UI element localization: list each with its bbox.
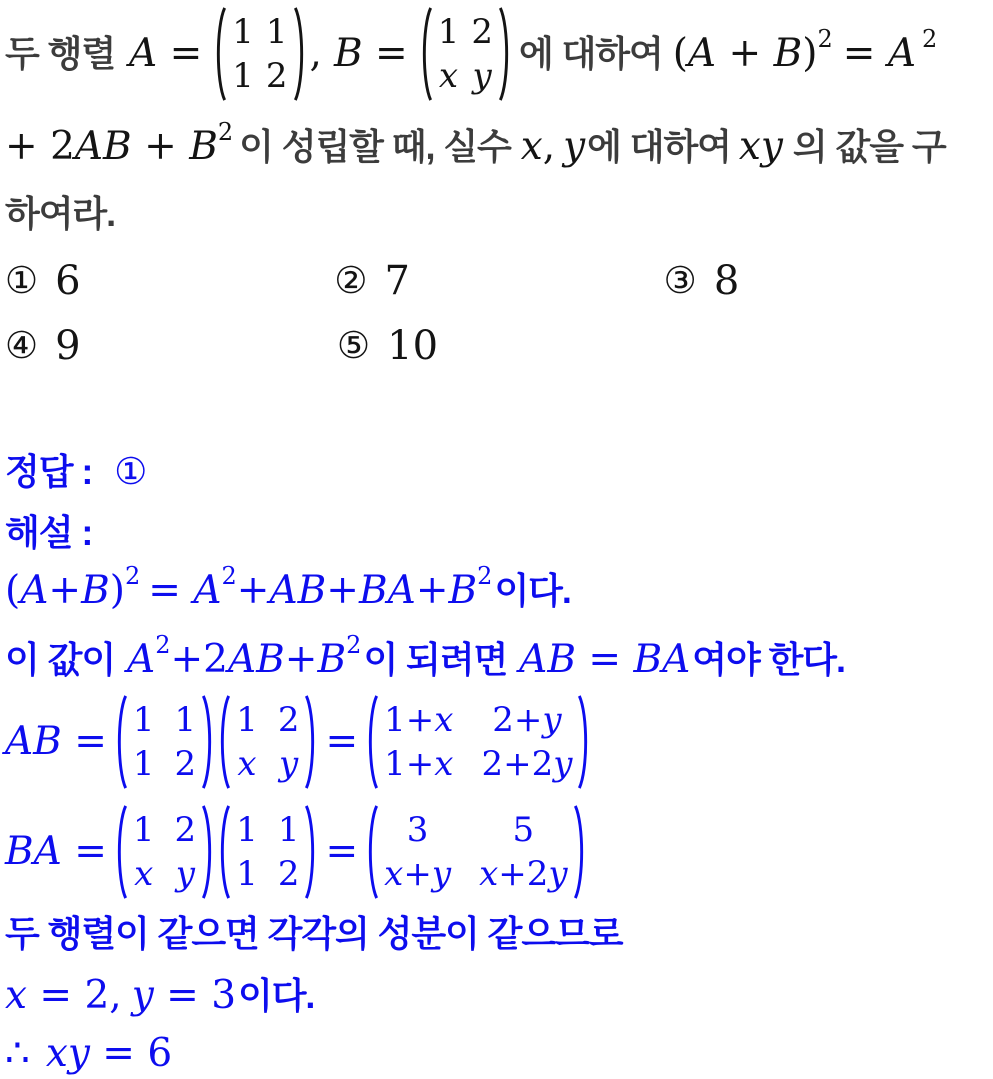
choice-marker: ⑤ — [337, 324, 371, 367]
problem-statement — [5, 2, 993, 236]
matrix-cells — [231, 808, 304, 896]
solution-line-3 — [5, 693, 993, 791]
problem-line-1 — [5, 2, 993, 106]
problem-line-2 — [5, 118, 993, 176]
solution-section — [5, 449, 993, 1075]
math-expression: B = — [333, 31, 408, 76]
matrix-cells — [128, 808, 201, 896]
problem-text: 에 대하여 — [518, 33, 663, 74]
matrix-cell: x — [134, 854, 154, 894]
math-expression: y — [563, 124, 586, 169]
solution-line-7 — [5, 1033, 993, 1075]
matrix-cell: y — [472, 56, 492, 96]
problem-text: 하여라. — [5, 193, 116, 234]
matrix-cells — [379, 698, 577, 786]
matrix-cell: 1 — [236, 854, 258, 894]
math-expression: x, — [520, 124, 556, 169]
math-expression: xy — [738, 124, 783, 169]
choice-marker: ① — [5, 259, 39, 302]
choice-option-1 — [5, 258, 334, 304]
matrix-cell: 1 — [174, 700, 197, 740]
left-paren-icon — [212, 5, 227, 103]
solution-text: 여야 한다. — [692, 639, 845, 680]
math-expression: +AB+BA+B — [236, 568, 478, 613]
right-paren-icon — [201, 803, 216, 901]
math-expression: +2AB+B — [170, 637, 347, 682]
math-expression: xy = 6 — [45, 1031, 173, 1076]
matrix-cell: 2 — [471, 12, 493, 52]
matrix-cells — [433, 10, 498, 98]
solution-line-1 — [5, 562, 993, 617]
matrix-cell: 1+x — [384, 744, 454, 784]
matrix-cell: 1 — [232, 56, 254, 96]
choice-marker: ② — [334, 259, 368, 302]
matrix-B — [418, 5, 513, 103]
matrix-cell: x+2y — [479, 854, 568, 894]
left-paren-icon — [418, 5, 433, 103]
problem-text: 의 값을 구 — [792, 126, 946, 167]
superscript: 2 — [221, 562, 237, 590]
matrix-cell: 1 — [265, 12, 288, 52]
choice-marker: ④ — [5, 324, 39, 367]
matrix-cell: 1 — [437, 12, 460, 52]
superscript: 2 — [817, 25, 833, 53]
right-paren-icon — [573, 803, 588, 901]
equals-sign: = — [325, 719, 359, 764]
matrix-cell: x+y — [384, 854, 452, 894]
left-paren-icon — [364, 693, 379, 791]
choice-value: 9 — [55, 323, 81, 369]
matrix-cell: 2+2y — [481, 744, 573, 784]
problem-text: 에 대하여 — [587, 126, 731, 167]
choice-option-3 — [664, 258, 993, 304]
math-expression: y = 3 — [131, 973, 237, 1018]
matrix-B — [113, 803, 216, 901]
right-paren-icon — [201, 693, 216, 791]
matrix-cell: 3 — [406, 810, 429, 850]
matrix-cell: 2 — [265, 56, 288, 96]
choice-value: 6 — [55, 258, 81, 304]
choice-option-4 — [5, 323, 337, 369]
explanation-line — [5, 511, 993, 555]
matrix-cell: 1+x — [384, 700, 454, 740]
left-paren-icon — [113, 693, 128, 791]
matrix-B — [216, 693, 319, 791]
answer-choices — [5, 258, 993, 369]
matrix-cell: 2 — [277, 854, 300, 894]
solution-line-5 — [5, 913, 993, 955]
right-paren-icon — [577, 693, 592, 791]
matrix-cells — [231, 698, 304, 786]
choices-row-2 — [5, 323, 993, 369]
comma: , — [309, 31, 322, 76]
matrix-cell: 1 — [132, 700, 155, 740]
solution-text: 이다. — [494, 570, 571, 611]
matrix-cell: x — [438, 56, 459, 96]
solution-text: 이 값이 — [5, 639, 116, 680]
matrix-cell: y — [175, 854, 195, 894]
superscript: 2 — [477, 562, 493, 590]
equals-sign: = — [325, 829, 359, 874]
explanation-label: 해설 : — [5, 512, 93, 553]
math-expression: (A+B) — [5, 568, 125, 613]
math-expression: AB = BA — [519, 637, 691, 682]
matrix-cell: 1 — [232, 12, 254, 52]
matrix-cell: x — [237, 744, 257, 784]
superscript: 2 — [346, 631, 362, 659]
math-expression: A = — [129, 31, 203, 76]
matrix-cell: 1 — [236, 700, 258, 740]
matrix-cell: 5 — [512, 810, 535, 850]
superscript: 2 — [217, 118, 234, 146]
matrix-cell: 1 — [132, 810, 155, 850]
matrix-cell: 2 — [277, 700, 300, 740]
math-expression: x = 2, — [5, 973, 122, 1018]
math-expression: A — [127, 637, 156, 682]
solution-text: 이 되려면 — [363, 639, 508, 680]
choice-value: 8 — [713, 258, 740, 304]
answer-line — [5, 449, 993, 495]
matrix-A — [216, 803, 319, 901]
left-paren-icon — [364, 803, 379, 901]
right-paren-icon — [498, 5, 513, 103]
math-expression: + 2AB + B — [5, 124, 218, 169]
matrix-cell: 1 — [277, 810, 300, 850]
matrix-cells — [227, 10, 292, 98]
problem-text: 두 행렬 — [5, 33, 116, 74]
left-paren-icon — [216, 693, 231, 791]
choices-row-1 — [5, 258, 993, 304]
math-expression: = A — [148, 568, 222, 613]
solution-line-6 — [5, 975, 993, 1017]
math-expression: BA = — [5, 829, 107, 874]
choice-value: 10 — [387, 323, 439, 369]
matrix-cell: 2+y — [492, 700, 562, 740]
right-paren-icon — [293, 5, 308, 103]
matrix-cells — [128, 698, 201, 786]
solution-line-4 — [5, 803, 993, 901]
answer-label: 정답 : — [5, 451, 93, 492]
solution-line-2 — [5, 633, 993, 687]
superscript: 2 — [155, 631, 171, 659]
choice-option-2 — [334, 258, 663, 304]
therefore-symbol: ∴ — [5, 1031, 30, 1076]
left-paren-icon — [216, 803, 231, 901]
right-paren-icon — [304, 803, 319, 901]
matrix-cell: 2 — [174, 744, 197, 784]
left-paren-icon — [113, 803, 128, 901]
solution-text: 이다. — [238, 975, 315, 1016]
choice-value: 7 — [384, 258, 410, 304]
matrix-A — [212, 5, 307, 103]
matrix-result — [364, 693, 592, 791]
solution-text: 두 행렬이 같으면 각각의 성분이 같으므로 — [5, 913, 623, 954]
choice-option-5 — [337, 323, 669, 369]
superscript: 2 — [922, 25, 938, 53]
matrix-cell: 2 — [174, 810, 197, 850]
math-expression: AB = — [5, 719, 107, 764]
superscript: 2 — [124, 562, 141, 590]
matrix-A — [113, 693, 216, 791]
choice-marker: ③ — [663, 259, 697, 302]
matrix-cell: 1 — [236, 810, 258, 850]
math-expression: = A — [842, 31, 916, 76]
matrix-result — [364, 803, 587, 901]
matrix-cells — [379, 808, 572, 896]
matrix-cell: 1 — [132, 744, 155, 784]
problem-text: 이 성립할 때, 실수 — [239, 126, 511, 167]
right-paren-icon — [304, 693, 319, 791]
math-expression: (A + B) — [672, 31, 818, 76]
answer-value: ① — [114, 450, 148, 493]
problem-line-3 — [5, 192, 993, 236]
matrix-cell: y — [279, 744, 299, 784]
